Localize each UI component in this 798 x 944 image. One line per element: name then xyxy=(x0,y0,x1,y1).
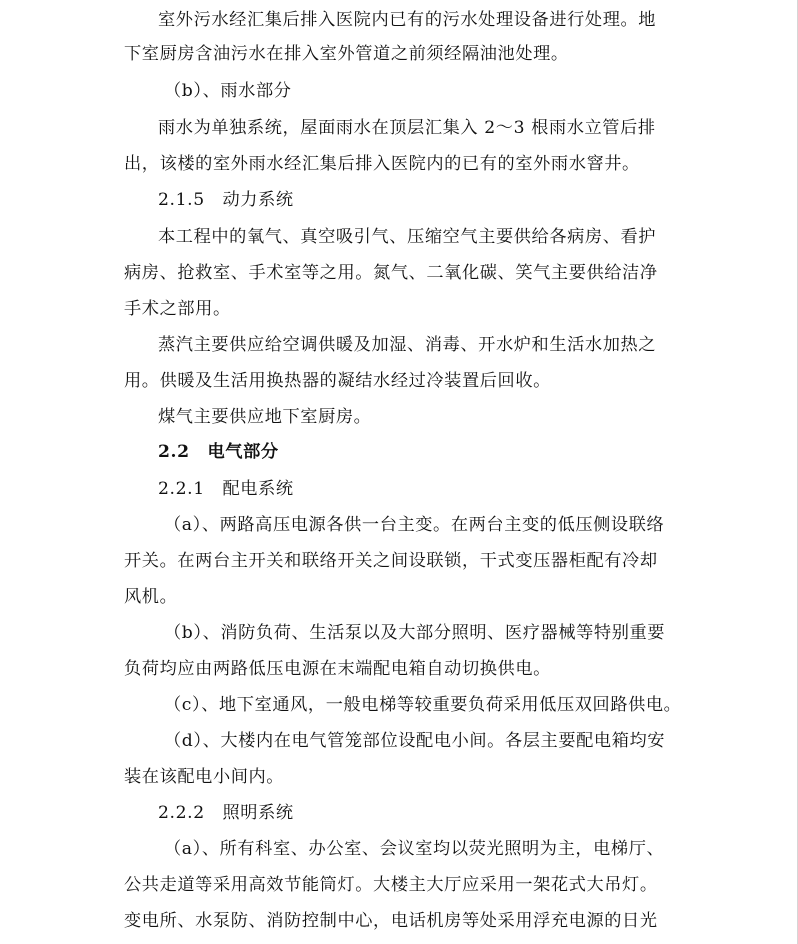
section-heading-2-2: 2.2 电气部分 xyxy=(158,442,279,462)
text-line: （d）、大楼内在电气管笼部位设配电小间。各层主要配电箱均安 xyxy=(164,731,666,751)
text-line: 开关。在两台主开关和联络开关之间设联锁，干式变压器柜配有冷却 xyxy=(124,551,658,571)
text-line: （a）、两路高压电源各供一台主变。在两台主变的低压侧设联络 xyxy=(164,515,665,535)
text-line: 室外污水经汇集后排入医院内已有的污水处理设备进行处理。地 xyxy=(158,10,657,30)
text-line: 煤气主要供应地下室厨房。 xyxy=(158,407,372,427)
text-line: 手术之部用。 xyxy=(124,299,231,319)
text-line: 用。供暖及生活用换热器的凝结水经过冷装置后回收。 xyxy=(124,371,551,391)
subsection-heading: （b）、雨水部分 xyxy=(164,81,292,101)
text-line: （a）、所有科室、办公室、会议室均以荧光照明为主，电梯厅、 xyxy=(164,839,665,859)
text-line: （b）、消防负荷、生活泵以及大部分照明、医疗器械等特别重要 xyxy=(164,623,666,643)
text-line: 风机。 xyxy=(124,587,178,607)
text-line: 下室厨房含油污水在排入室外管道之前须经隔油池处理。 xyxy=(124,44,569,64)
text-line: 装在该配电小间内。 xyxy=(124,767,285,787)
text-line: 出，该楼的室外雨水经汇集后排入医院内的已有的室外雨水窨井。 xyxy=(124,154,640,174)
text-line: 病房、抢救室、手术室等之用。氮气、二氧化碳、笑气主要供给洁净 xyxy=(124,263,658,283)
text-line: 公共走道等采用高效节能筒灯。大楼主大厅应采用一架花式大吊灯。 xyxy=(124,875,658,895)
text-line: 负荷均应由两路低压电源在末端配电箱自动切换供电。 xyxy=(124,659,551,679)
text-line: 变电所、水泵防、消防控制中心，电话机房等处采用浮充电源的日光 xyxy=(124,911,658,931)
section-heading-2-2-2: 2.2.2 照明系统 xyxy=(158,803,294,823)
section-heading-2-2-1: 2.2.1 配电系统 xyxy=(158,479,294,499)
text-line: （c）、地下室通风，一般电梯等较重要负荷采用低压双回路供电。 xyxy=(164,695,682,715)
text-line: 蒸汽主要供应给空调供暖及加湿、消毒、开水炉和生活水加热之 xyxy=(158,335,657,355)
section-heading-2-1-5: 2.1.5 动力系统 xyxy=(158,190,294,210)
text-line: 本工程中的氧气、真空吸引气、压缩空气主要供给各病房、看护 xyxy=(158,227,657,247)
text-line: 雨水为单独系统，屋面雨水在顶层汇集入 2～3 根雨水立管后排 xyxy=(158,118,656,138)
